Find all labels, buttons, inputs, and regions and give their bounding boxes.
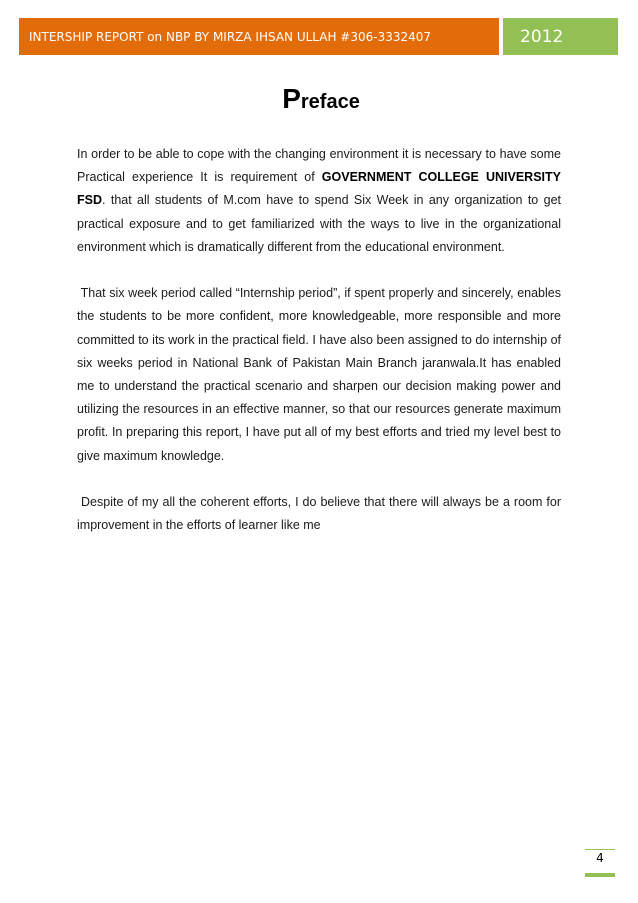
paragraph-1-part-2: . that all students of M.com have to spend Six Week in any organization to get practical exposure and to get familiarized with the ways to live in the organizational environment which is dramatically different from the educational environment. bbox=[77, 193, 561, 254]
page-header bbox=[18, 17, 619, 58]
university-name: GOVERNMENT COLLEGE UNIVERSITY FSD bbox=[77, 170, 561, 208]
title-initial: P bbox=[282, 83, 301, 114]
page-number: 4 bbox=[596, 851, 604, 865]
header-year: 2012 bbox=[502, 17, 619, 56]
paragraph-1-part-1: In order to be able to cope with the changing environment it is necessary to have some Practical experience It is requirement of bbox=[77, 147, 561, 185]
document-body bbox=[77, 143, 565, 537]
paragraph-1 bbox=[77, 143, 561, 259]
paragraph-3: Despite of my all the coherent efforts, I do believe that there will always be a room for improvement in the efforts of learner like me bbox=[77, 495, 565, 533]
footer-top-rule bbox=[585, 849, 615, 850]
page-title bbox=[0, 83, 638, 115]
header-title: INTERSHIP REPORT on NBP BY MIRZA IHSAN ULLAH #306-3332407 bbox=[18, 17, 500, 56]
title-rest: reface bbox=[300, 91, 360, 113]
paragraph-2: That six week period called “Internship period”, if spent properly and sincerely, enables the students to be more confident, more knowledgeable, more responsible and more committed to its work in the practical field. I have also been assigned to do internship of six weeks period in National Bank of Pakistan Main Branch jaranwala.It has enabled me to understand the practical scenario and sharpen our decision making power and utilizing the resources in an effective manner, so that our resources generate maximum profit. In preparing this report, I have put all of my best efforts and tried my level best to give maximum knowledge. bbox=[77, 286, 565, 463]
footer-rule bbox=[585, 873, 615, 877]
